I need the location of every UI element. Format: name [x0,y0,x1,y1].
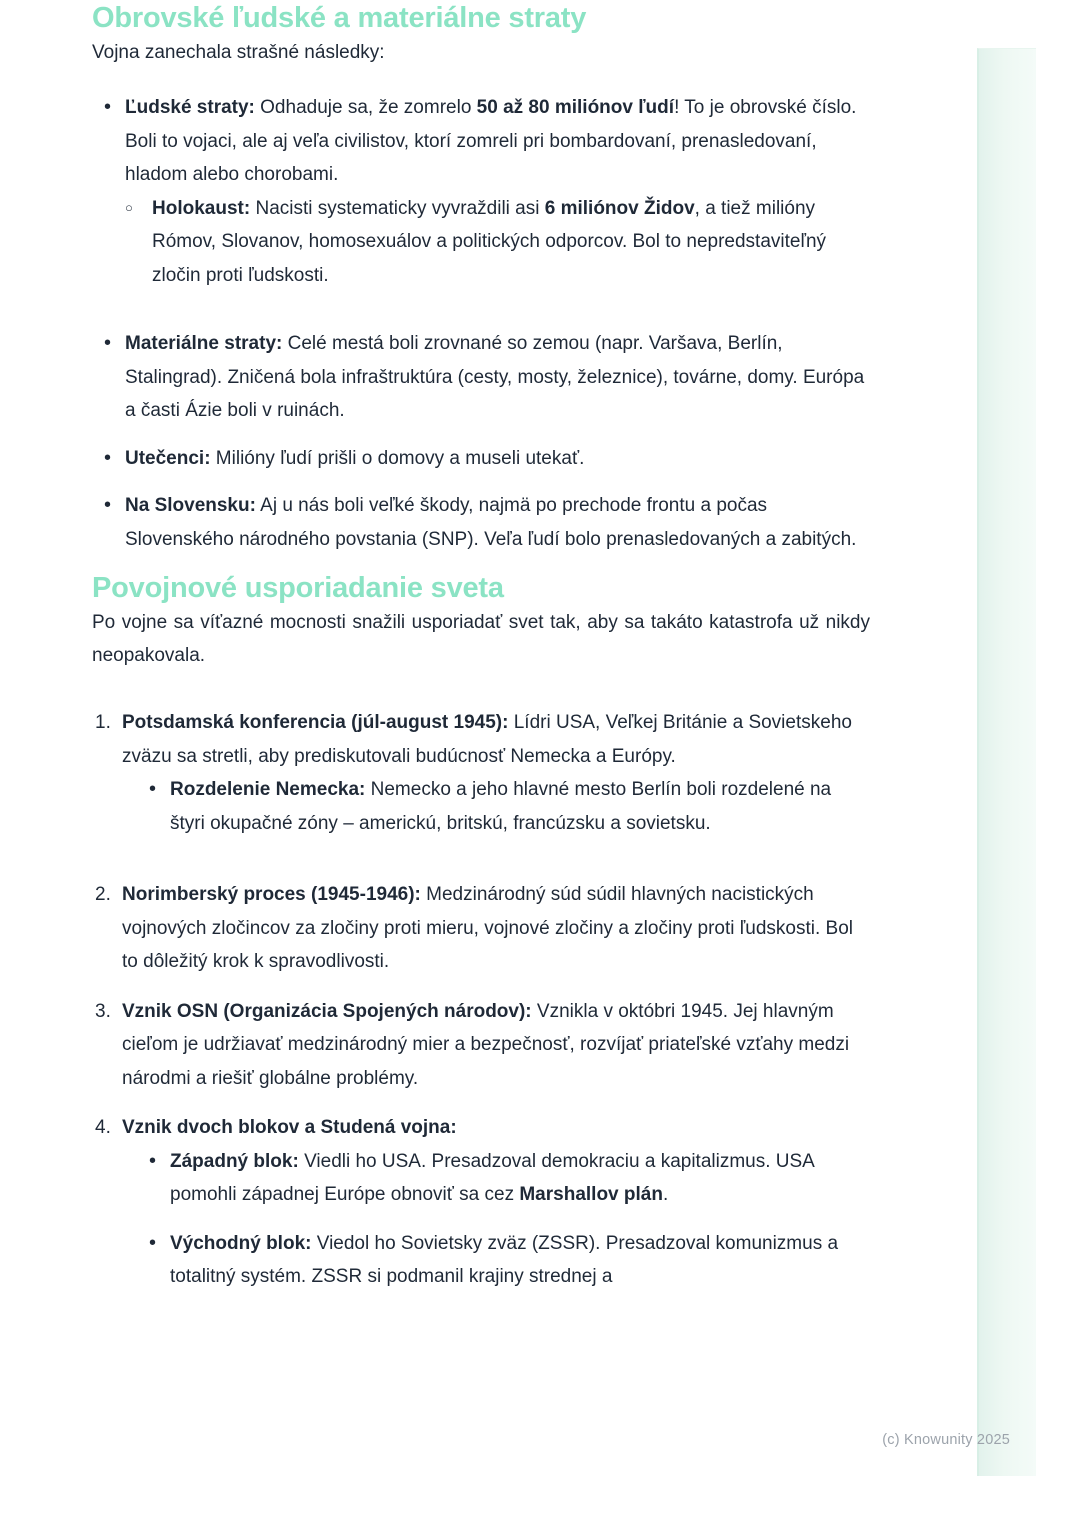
list-item-text: Utečenci: Milióny ľudí prišli o domovy a museli utekať. [125,447,585,469]
copyright-notice: (c) Knowunity 2025 [882,1432,1010,1448]
side-accent-strip [977,48,1036,1476]
postwar-list [92,706,870,1294]
list-item-western-bloc [122,1145,870,1212]
page-content [92,0,870,1310]
list-item-text: Rozdelenie Nemecka: Nemecko a jeho hlavné mesto Berlín boli rozdelené na štyri okupačné zóny – americkú, britskú, francúzsku a sovietsku. [170,779,832,834]
list-item-text: Ľudské straty: Odhaduje sa, že zomrelo 50 až 80 miliónov ľudí! To je obrovské číslo. Boli to vojaci, ale aj veľa civilistov, ktorí zomreli pri bombardovaní, prenasledovaní, hladom alebo chorobami. [125,97,857,185]
list-item-refugees [92,442,870,476]
list-item-holocaust [125,192,870,293]
list-item-un-founding [92,995,870,1096]
list-item-nuremberg [92,878,870,979]
human-losses-sublist [125,192,870,293]
list-item-human-losses [92,91,870,313]
section-heading-postwar: Povojnové usporiadanie sveta [92,572,504,604]
bullet-icon: • [149,1149,157,1172]
list-item-slovakia [92,489,870,556]
list-item-potsdam [92,706,870,862]
losses-intro-paragraph: Vojna zanechala strašné následky: [92,42,385,63]
postwar-intro-paragraph: Po vojne sa víťazné mocnosti snažili usporiadať svet tak, aby sa takáto katastrofa už nikdy neopakovala. [92,612,870,666]
item-number: 2. [95,884,111,905]
list-item-text: Vznik dvoch blokov a Studená vojna: [122,1117,457,1138]
list-item-text: Západný blok: Viedli ho USA. Presadzoval demokraciu a kapitalizmus. USA pomohli západnej Európe obnoviť sa cez Marshallov plán. [170,1150,814,1205]
bullet-icon: • [104,446,112,469]
item-number: 1. [95,712,111,733]
list-item-text: Na Slovensku: Aj u nás boli veľké škody, najmä po prechode frontu a počas Slovenského národného povstania (SNP). Veľa ľudí bolo prenasledovaných a zabitých. [125,495,857,550]
bullet-icon: • [104,96,112,118]
list-item-text: Materiálne straty: Celé mestá boli zrovnané so zemou (napr. Varšava, Berlín, Stalingrad). Zničená bola infraštruktúra (cesty, mosty, železnice), továrne, domy. Európa a časti Ázie boli v ruinách. [125,333,865,421]
section-heading-losses: Obrovské ľudské a materiálne straty [92,2,587,34]
list-item-text: Vznik OSN (Organizácia Spojených národov): Vznikla v októbri 1945. Jej hlavným cieľom je udržiavať medzinárodný mier a bezpečnosť, rozvíjať priateľské vzťahy medzi národmi a riešiť globálne problémy. [122,1000,850,1089]
bullet-icon: • [149,778,157,800]
item-number: 4. [95,1117,111,1138]
list-item-two-blocs [92,1111,870,1294]
item-number: 3. [95,1000,111,1022]
bullet-icon: • [104,332,112,354]
losses-list [92,91,870,556]
list-item-text: Holokaust: Nacisti systematicky vyvraždili asi 6 miliónov Židov, a tiež milióny Rómov, Slovanov, homosexuálov a politických odporcov. Bol to nepredstaviteľný zločin proti ľudskosti. [152,197,827,286]
list-item-germany-division [122,773,870,840]
list-item-material-losses [92,327,870,428]
bullet-icon: • [149,1231,157,1254]
circle-bullet-icon: ○ [125,199,133,215]
potsdam-sublist [122,773,870,840]
list-item-text: Východný blok: Viedol ho Sovietsky zväz (ZSSR). Presadzoval komunizmus a totalitný systém. ZSSR si podmanil krajiny strednej a [170,1232,839,1287]
bullet-icon: • [104,494,112,516]
list-item-eastern-bloc [122,1227,870,1294]
blocs-sublist [122,1145,870,1294]
list-item-text: Potsdamská konferencia (júl-august 1945): Lídri USA, Veľkej Británie a Sovietskeho zväzu sa stretli, aby prediskutovali budúcnosť Nemecka a Európy. [122,712,852,767]
list-item-text: Norimberský proces (1945-1946): Medzinárodný súd súdil hlavných nacistických vojnových zločincov za zločiny proti mieru, vojnové zločiny a zločiny proti ľudskosti. Bol to dôležitý krok k spravodlivosti. [122,884,854,972]
